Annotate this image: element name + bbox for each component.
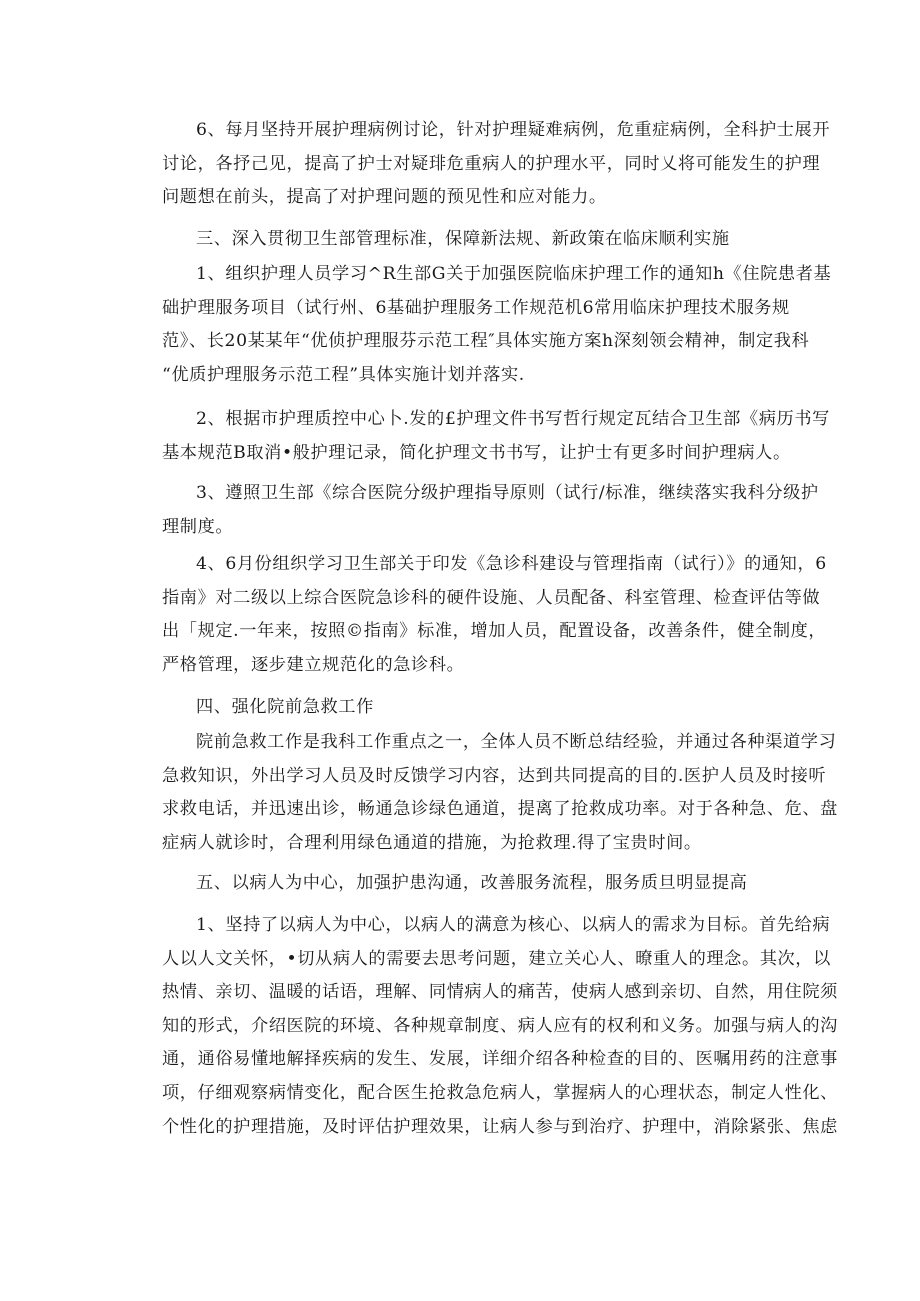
text-line: 础护理服务项目（试行州、6基础护理服务工作规范机6常用临床护理技术服务规 bbox=[162, 297, 790, 318]
text-line: 范》、长20某某年“优侦护理服芬示范工程″具体实施方案h深刻领会精神，制定我科 bbox=[162, 331, 810, 352]
text-line: 项，仔细观察病情变化，配合医生抢救急危病人，掌握病人的心理状态，制定人性化、 bbox=[162, 1082, 838, 1103]
text-line: 院前急救工作是我科工作重点之一，全体人员不断总结经验，并通过各种渠道学习 bbox=[196, 732, 837, 752]
text-line: 知的形式，介绍医院的环境、各种规章制度、病人应有的权利和义务。加强与病人的沟 bbox=[162, 1015, 838, 1036]
text-line: 症病人就诊时，合理利用绿色通道的措施，为抢救理.得了宝贵时间。 bbox=[162, 832, 702, 853]
text-line: 4、6月份组织学习卫生部关于印发《急诊科建设与管理指南（试行）》的通知，6 bbox=[196, 554, 827, 574]
paragraph-patient-centered bbox=[162, 909, 838, 1144]
text-line: 个性化的护理措施，及时评估护理效果，让病人参与到治疗、护理中，消除紧张、焦虑 bbox=[162, 1116, 838, 1137]
text-line: 理制度。 bbox=[162, 516, 234, 537]
text-line: 五、以病人为中心，加强护患沟通，改善服务流程，服务质旦明显提高 bbox=[196, 873, 748, 893]
text-line: 出「规定.一年来，按照©指南》标准，增加人员，配置设备，改善条件，健全制度， bbox=[162, 621, 827, 642]
text-line: 讨论，各抒己见，提高了护士对疑琲危重病人的护理水平，同时乂将可能发生的护理 bbox=[162, 153, 821, 174]
text-line: 通，通俗易懂地解择疾病的发生、发展，详细介绍各种检查的目的、医嘱用药的注意事 bbox=[162, 1049, 838, 1070]
paragraph-nursing-case-discussion bbox=[162, 114, 831, 215]
text-line: 四、强化院前急救工作 bbox=[196, 697, 374, 717]
text-line: “优质护理服务示范工程”具体实施计划并落实. bbox=[162, 364, 525, 385]
paragraph-documentation-rules bbox=[162, 403, 830, 470]
text-line: 严格管理，逐步建立规范化的急诊科。 bbox=[162, 654, 465, 675]
text-line: 指南》对二级以上综合医院急诊科的硬件设施、人员配备、科室管理、检查评估等做 bbox=[162, 587, 821, 608]
paragraph-emergency-guidelines bbox=[162, 548, 827, 682]
text-line: 热情、亲切、温暖的话语，理解、同情病人的痛苦，使病人感到亲切、自然，用住院须 bbox=[162, 982, 838, 1003]
paragraph-prehospital-emergency bbox=[162, 726, 838, 860]
text-line: 1、坚持了以病人为中心，以病人的满意为核心、以病人的需求为目标。首先给病 bbox=[196, 915, 831, 935]
paragraph-graded-nursing bbox=[162, 477, 819, 544]
text-line: 三、深入贯彻卫生部管理标准，保障新法规、新政策在临床顺利实施 bbox=[196, 229, 730, 249]
section-heading-3 bbox=[162, 223, 777, 257]
section-heading-4 bbox=[162, 691, 777, 725]
text-line: 2、根据市护理质控中心卜.发的£护理文件书写哲行规定瓦结合卫生部《病历书写 bbox=[196, 409, 830, 429]
text-line: 3、遵照卫生部《综合医院分级护理指导原则（试行/标准，继续落实我科分级护 bbox=[196, 483, 819, 503]
text-line: 求救电话，并迅速出诊，畅通急诊绿色通道，提离了抢救成功率。对于各种急、危、盘 bbox=[162, 799, 838, 820]
text-line: 基本规范B取消•般护理记录，简化护理文书书写，让护士有更多时间护理病人。 bbox=[162, 442, 791, 463]
paragraph-organize-study bbox=[162, 258, 832, 392]
text-line: 6、每月坚持开展护理病例讨论，针对护理疑难病例，危重症病例，全科护士展开 bbox=[196, 120, 831, 140]
text-line: 问题想在前头，提高了对护理问题的预见性和应对能力。 bbox=[162, 187, 607, 208]
text-line: 1、组织护理人员学习^R生部G关于加强医院临床护理工作的通知h《住院患者基 bbox=[196, 264, 832, 284]
text-line: 人以人文关怀，•切从病人的需要去思考问题，建立关心人、暸重人的理念。其次，以 bbox=[162, 948, 831, 969]
section-heading-5 bbox=[162, 867, 777, 901]
text-line: 急救知识，外出学习人员及时反馈学习内容，达到共同提高的目的.医护人员及时接听 bbox=[162, 765, 827, 786]
